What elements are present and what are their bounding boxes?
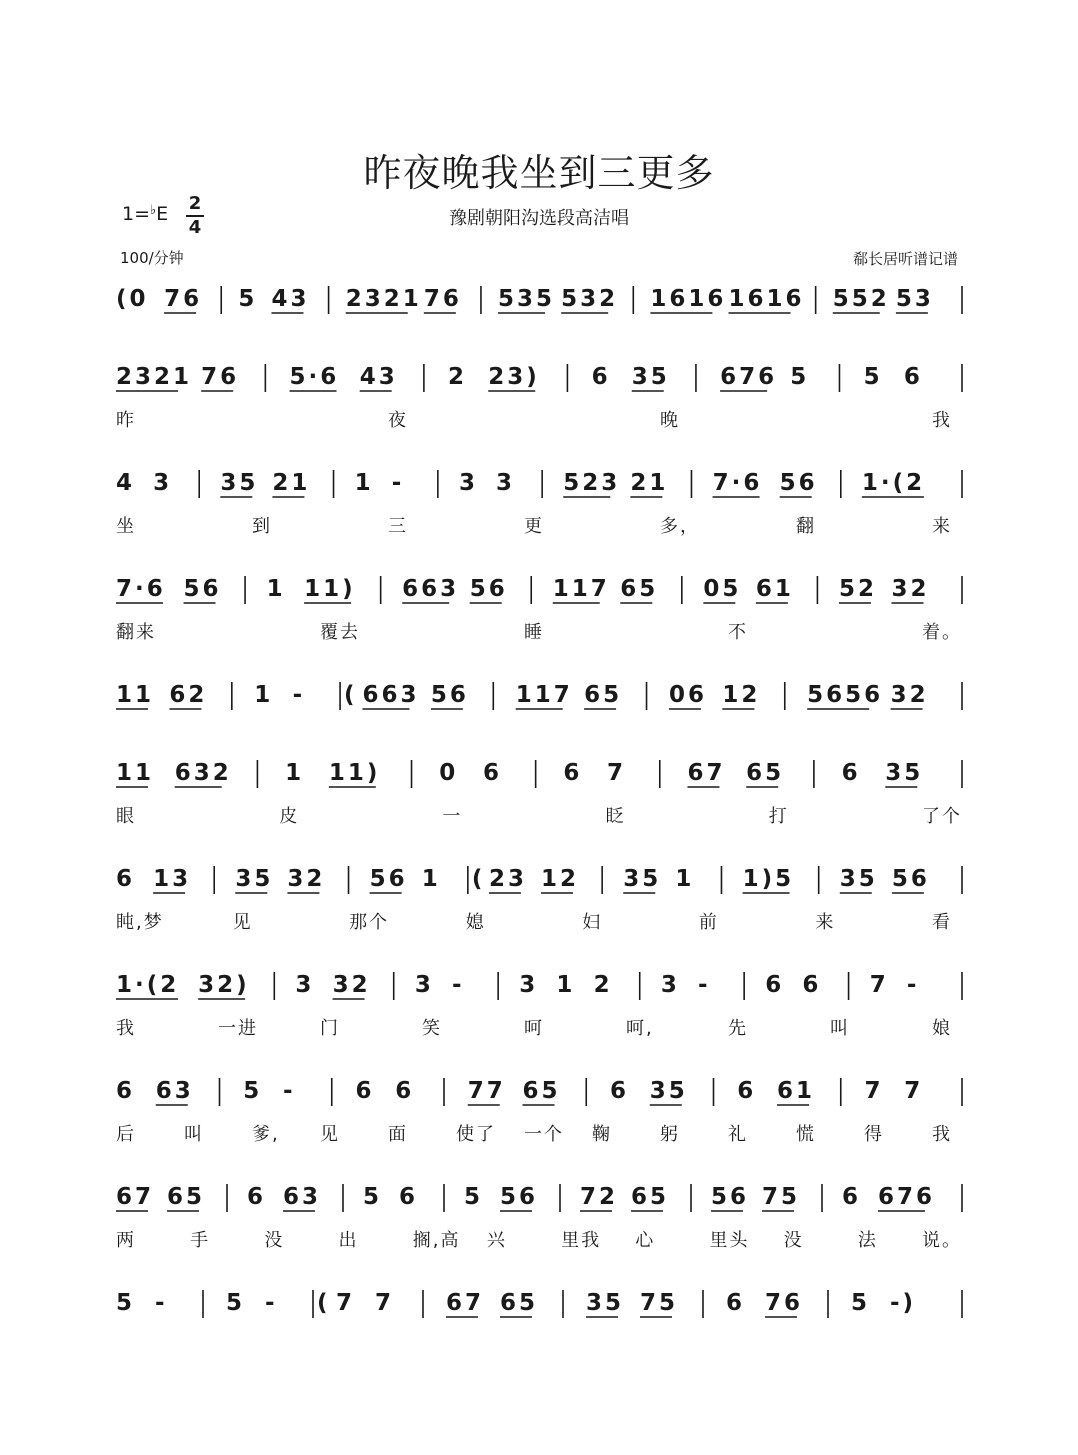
tempo-marking: 100/分钟 xyxy=(120,249,184,267)
note-group: 65 xyxy=(620,576,659,602)
note-group: 63 xyxy=(283,1184,322,1210)
note-group: 61 xyxy=(777,1078,816,1104)
lyric-syllable: 一个 xyxy=(524,1124,564,1145)
note-group: 72 xyxy=(580,1184,619,1210)
note-group: 0 xyxy=(439,760,459,786)
note-group: 11 xyxy=(116,682,155,708)
lyric-syllable: 慌 xyxy=(796,1124,816,1145)
note-group: 56 xyxy=(469,576,508,602)
note-group: 35 xyxy=(885,760,924,786)
note-group: 1616 xyxy=(650,286,727,312)
note-group: 35 xyxy=(839,866,878,892)
note-group: 56 xyxy=(779,470,818,496)
note-group: 5·6 xyxy=(289,364,340,390)
lyric-syllable: 那个 xyxy=(349,912,390,933)
note-group: 6 xyxy=(563,760,583,786)
note-group: 11 xyxy=(116,760,155,786)
note-group: 1 xyxy=(285,760,305,786)
lyric-syllable: 睡 xyxy=(524,622,544,643)
note-group: 676 xyxy=(878,1184,936,1210)
note-group: 1 xyxy=(354,470,374,496)
note-group: 13 xyxy=(153,866,192,892)
note-group: 5 xyxy=(851,1290,871,1316)
open-paren: ( xyxy=(344,682,355,708)
note-group: 75 xyxy=(640,1290,679,1316)
lyric-syllable: 兴 xyxy=(486,1230,507,1251)
note-group: 117 xyxy=(515,682,573,708)
note-group: 77 xyxy=(467,1078,506,1104)
note-group: 5 xyxy=(243,1078,263,1104)
note-group: 1)5 xyxy=(742,866,795,892)
lyric-syllable: 我 xyxy=(932,410,952,431)
note-group: 632 xyxy=(174,760,232,786)
lyric-syllable: 没 xyxy=(264,1230,285,1251)
note-group: 1·(2 xyxy=(861,470,926,496)
lyric-syllable: 没 xyxy=(783,1230,804,1251)
note-group: 6 xyxy=(116,866,136,892)
note-group: 05 xyxy=(703,576,742,602)
note-group: 23 xyxy=(488,866,527,892)
note-group: 523 xyxy=(563,470,621,496)
note-group: 76 xyxy=(423,286,462,312)
lyric-syllable: 昨 xyxy=(116,410,136,431)
note-group: 7 xyxy=(869,972,889,998)
note-group: 21 xyxy=(630,470,669,496)
key-prefix: 1= xyxy=(122,203,151,225)
note-group: 32) xyxy=(198,972,250,998)
note-group: 676 xyxy=(720,364,778,390)
lyric-syllable: 到 xyxy=(252,516,272,537)
note-group: - xyxy=(155,1290,168,1316)
open-paren: ( xyxy=(471,866,483,892)
lyric-syllable: 鞠 xyxy=(592,1124,612,1145)
note-group: 7·6 xyxy=(116,576,166,602)
meter-top: 2 xyxy=(188,193,202,214)
note-group: 7 xyxy=(607,760,627,786)
lyric-syllable: 多， xyxy=(660,516,700,537)
note-group: 552 xyxy=(832,286,890,312)
note-group: - xyxy=(265,1290,278,1316)
note-group: 7 xyxy=(336,1290,356,1316)
lyric-syllable: 覆去 xyxy=(320,622,360,643)
lyric-syllable: 心 xyxy=(635,1230,656,1251)
note-group: 7 xyxy=(864,1078,884,1104)
open-paren: ( xyxy=(317,1290,328,1316)
note-group: - xyxy=(452,972,465,998)
lyric-syllable: 一 xyxy=(442,806,463,827)
note-group: 11) xyxy=(328,760,381,786)
note-group: 32 xyxy=(890,682,929,708)
note-group: 3 xyxy=(414,972,434,998)
note-group: 6 xyxy=(399,1184,419,1210)
lyric-syllable: 看 xyxy=(932,912,952,933)
lyric-syllable: 出 xyxy=(338,1230,359,1251)
note-group: 65 xyxy=(522,1078,561,1104)
note-group: 21 xyxy=(272,470,311,496)
note-group: 1 xyxy=(266,576,286,602)
lyric-syllable: 三 xyxy=(388,516,408,537)
note-group: 6 xyxy=(610,1078,630,1104)
note-group: 535 xyxy=(498,286,556,312)
lyric-syllable: 笑 xyxy=(422,1018,442,1039)
note-group: (0 xyxy=(116,286,149,312)
lyric-syllable: 娘 xyxy=(932,1018,952,1039)
note-group: 35 xyxy=(631,364,670,390)
lyric-syllable: 打 xyxy=(768,806,789,827)
note-group: 1 xyxy=(421,866,441,892)
note-group: 56 xyxy=(369,866,408,892)
note-group: 56 xyxy=(430,682,469,708)
lyric-syllable: 眼 xyxy=(116,806,136,827)
key-note: E xyxy=(156,203,169,225)
lyric-syllable: 见 xyxy=(320,1124,340,1145)
note-group: - xyxy=(906,972,920,998)
note-group: 56 xyxy=(891,866,930,892)
note-group: 12 xyxy=(722,682,761,708)
lyric-syllable: 翻 xyxy=(796,516,816,537)
note-group: 06 xyxy=(668,682,707,708)
transcriber-credit: 郗长居听谱记谱 xyxy=(852,250,958,268)
note-group: 6 xyxy=(903,364,923,390)
note-group: 6 xyxy=(802,972,822,998)
note-group: 5 xyxy=(790,364,810,390)
note-group: - xyxy=(292,682,306,708)
lyric-syllable: 前 xyxy=(698,912,719,933)
note-group: 53 xyxy=(895,286,934,312)
note-group: 1·(2 xyxy=(116,972,180,998)
note-group: 6 xyxy=(765,972,785,998)
note-group: 6 xyxy=(726,1290,746,1316)
note-group: 5 xyxy=(226,1290,246,1316)
note-group: 35 xyxy=(235,866,274,892)
note-group: 5 xyxy=(238,286,258,312)
note-group: 2321 xyxy=(345,286,422,312)
note-group: 3 xyxy=(153,470,173,496)
note-group: 62 xyxy=(169,682,208,708)
note-group: 35 xyxy=(220,470,259,496)
lyric-syllable: 门 xyxy=(320,1018,340,1039)
note-group: 65 xyxy=(500,1290,539,1316)
note-group: 3 xyxy=(519,972,539,998)
lyric-syllable: 更 xyxy=(524,516,544,537)
lyric-syllable: 里我 xyxy=(561,1230,602,1251)
lyric-syllable: 使了 xyxy=(456,1124,496,1145)
song-subtitle: 豫剧朝阳沟选段高洁唱 xyxy=(449,208,629,229)
lyric-syllable: 说。 xyxy=(922,1230,962,1251)
note-group: 5 xyxy=(863,364,883,390)
note-group: - xyxy=(698,972,711,998)
note-group: 663 xyxy=(362,682,420,708)
note-group: 1 xyxy=(675,866,695,892)
note-group: 3 xyxy=(458,470,478,496)
note-group: 6 xyxy=(355,1078,375,1104)
note-group: 32 xyxy=(891,576,930,602)
note-group: 76 xyxy=(164,286,203,312)
lyric-syllable: 后 xyxy=(116,1124,136,1145)
note-group: 6 xyxy=(737,1078,757,1104)
note-group: 1616 xyxy=(728,286,805,312)
note-group: 3 xyxy=(660,972,680,998)
lyric-syllable: 媳 xyxy=(465,912,486,933)
lyric-syllable: 我 xyxy=(932,1124,952,1145)
lyric-syllable: 里头 xyxy=(709,1230,750,1251)
lyric-syllable: 夜 xyxy=(388,410,408,431)
note-group: 56 xyxy=(183,576,222,602)
lyric-syllable: 爹, xyxy=(252,1124,280,1145)
note-group: 23) xyxy=(488,364,540,390)
note-group: 532 xyxy=(561,286,619,312)
note-group: 65 xyxy=(584,682,623,708)
note-group: 6 xyxy=(841,760,861,786)
note-group: 7·6 xyxy=(712,470,763,496)
lyric-syllable: 一进 xyxy=(218,1018,258,1039)
lyric-syllable: 得 xyxy=(864,1124,884,1145)
note-group: 6 xyxy=(247,1184,267,1210)
note-group: 12 xyxy=(541,866,580,892)
note-group: 63 xyxy=(155,1078,194,1104)
note-group: 6 xyxy=(842,1184,862,1210)
note-group: 6 xyxy=(116,1078,136,1104)
lyric-syllable: 来 xyxy=(932,516,952,537)
note-group: 43 xyxy=(359,364,398,390)
lyric-syllable: 面 xyxy=(388,1124,408,1145)
lyric-syllable: 法 xyxy=(857,1230,878,1251)
lyric-syllable: 礼 xyxy=(728,1124,748,1145)
lyric-syllable: 手 xyxy=(190,1230,211,1251)
note-group: 35 xyxy=(586,1290,625,1316)
note-group: 2 xyxy=(593,972,613,998)
note-group: 11) xyxy=(304,576,356,602)
lyric-syllable: 皮 xyxy=(279,806,300,827)
lyric-syllable: 了个 xyxy=(922,806,962,827)
note-group: 6 xyxy=(482,760,502,786)
lyric-syllable: 着。 xyxy=(922,622,962,643)
lyric-syllable: 搁,高 xyxy=(412,1230,461,1251)
note-group: 75 xyxy=(762,1184,801,1210)
flat-sign: ♭ xyxy=(150,203,157,218)
lyric-syllable: 我 xyxy=(116,1018,136,1039)
note-group: 6 xyxy=(395,1078,415,1104)
lyric-syllable: 躬 xyxy=(660,1124,680,1145)
note-group: 67 xyxy=(116,1184,155,1210)
lyric-syllable: 来 xyxy=(815,912,836,933)
lyric-syllable: 盹,梦 xyxy=(116,912,164,933)
lyric-syllable: 不 xyxy=(728,622,748,643)
note-group: 3 xyxy=(295,972,315,998)
note-group: 7 xyxy=(375,1290,395,1316)
note-group: 65 xyxy=(167,1184,206,1210)
lyric-syllable: 坐 xyxy=(116,516,136,537)
note-group: 2321 xyxy=(116,364,193,390)
note-group: - xyxy=(391,470,405,496)
note-group: 4 xyxy=(116,470,136,496)
note-group: 67 xyxy=(446,1290,485,1316)
lyric-syllable: 见 xyxy=(232,912,253,933)
note-group: 56 xyxy=(711,1184,750,1210)
note-group: 35 xyxy=(623,866,662,892)
lyric-syllable: 呵, xyxy=(626,1018,654,1039)
meter-bottom: 4 xyxy=(188,217,202,238)
lyric-syllable: 先 xyxy=(728,1018,748,1039)
note-group: 5 xyxy=(116,1290,136,1316)
note-group: 5 xyxy=(363,1184,383,1210)
note-group: 76 xyxy=(765,1290,804,1316)
note-group: 3 xyxy=(496,470,516,496)
note-group: 32 xyxy=(332,972,371,998)
lyric-syllable: 两 xyxy=(116,1230,136,1251)
note-group: -) xyxy=(890,1290,917,1316)
note-group: 32 xyxy=(287,866,326,892)
note-group: 7 xyxy=(904,1078,924,1104)
note-group: 76 xyxy=(201,364,240,390)
note-group: 1 xyxy=(254,682,274,708)
lyric-syllable: 叫 xyxy=(184,1124,204,1145)
note-group: 65 xyxy=(746,760,785,786)
lyric-syllable: 翻来 xyxy=(116,622,156,643)
note-group: 43 xyxy=(271,286,310,312)
lyric-syllable: 叫 xyxy=(830,1018,850,1039)
lyric-syllable: 眨 xyxy=(605,806,626,827)
song-title: 昨夜晚我坐到三更多 xyxy=(363,151,715,195)
note-group: 67 xyxy=(687,760,726,786)
note-group: 5656 xyxy=(807,682,884,708)
lyric-syllable: 晚 xyxy=(660,410,680,431)
note-group: 5 xyxy=(464,1184,484,1210)
note-group: 6 xyxy=(591,364,611,390)
note-group: 35 xyxy=(649,1078,688,1104)
note-group: - xyxy=(283,1078,296,1104)
note-group: 2 xyxy=(448,364,468,390)
note-group: 65 xyxy=(631,1184,670,1210)
lyric-syllable: 呵 xyxy=(524,1018,544,1039)
note-group: 52 xyxy=(838,576,877,602)
note-group: 663 xyxy=(402,576,460,602)
note-group: 61 xyxy=(755,576,794,602)
note-group: 117 xyxy=(552,576,610,602)
lyric-syllable: 妇 xyxy=(582,912,603,933)
note-group: 1 xyxy=(556,972,576,998)
note-group: 56 xyxy=(500,1184,539,1210)
